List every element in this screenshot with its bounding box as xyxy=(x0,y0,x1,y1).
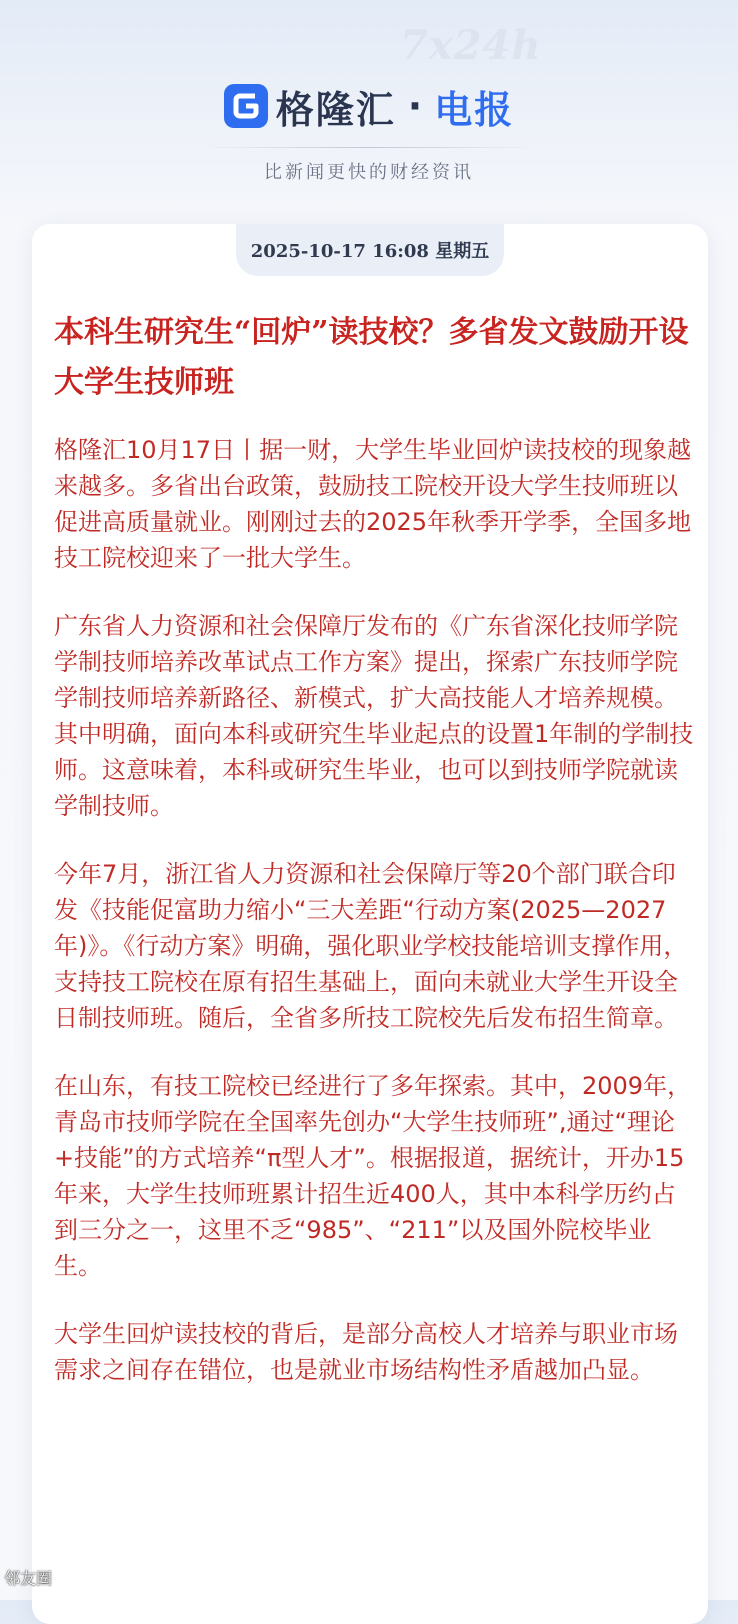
brand-header xyxy=(0,76,738,136)
article-paragraph: 广东省人力资源和社会保障厅发布的《广东省深化技师学院学制技师培养改革试点工作方案》提出，探索广东技师学院学制技师培养新路径、新模式，扩大高技能人才培养规模。其中明确，面向本科或研究生毕业起点的设置1年制的学制技师。这意味着，本科或研究生毕业，也可以到技师学院就读学制技师。 xyxy=(54,612,694,820)
corner-source-label: 邻友圈 xyxy=(4,1569,53,1588)
watermark-7x24h: 7x24h xyxy=(400,22,542,69)
article-paragraph: 大学生回炉读技校的背后，是部分高校人才培养与职业市场需求之间存在错位，也是就业市场结构性矛盾越加凸显。 xyxy=(54,1320,678,1384)
article-datetime: 2025-10-17 16:08 星期五 xyxy=(236,224,504,276)
brand-product: 电报 xyxy=(434,87,515,132)
brand-separator: · xyxy=(407,84,423,128)
article-headline: 本科生研究生“回炉”读技校？多省发文鼓励开设大学生技师班 xyxy=(54,315,689,400)
article-paragraph: 今年7月，浙江省人力资源和社会保障厅等20个部门联合印发《技能促富助力缩小“三大差距“行动方案(2025—2027年)》。《行动方案》明确，强化职业学校技能培训支撑作用，支持技工院校在原有招生基础上，面向未就业大学生开设全日制技师班。随后，全省多所技工院校先后发布招生简章。 xyxy=(54,860,688,1032)
article-paragraph: 格隆汇10月17日丨据一财，大学生毕业回炉读技校的现象越来越多。多省出台政策，鼓励技工院校开设大学生技师班以促进高质量就业。刚刚过去的2025年秋季开学季，全国多地技工院校迎来了一批大学生。 xyxy=(54,436,692,572)
glh-g-logo-icon xyxy=(224,84,268,128)
article-body xyxy=(54,432,694,1420)
article-paragraph: 在山东，有技工院校已经进行了多年探索。其中，2009年，青岛市技师学院在全国率先创办“大学生技师班”,通过“理论+技能”的方式培养“π型人才”。根据报道，据统计，开办15年来，大学生技师班累计招生近400人，其中本科学历约占到三分之一，这里不乏“985”、“211”以及国外院校毕业生。 xyxy=(54,1072,692,1280)
article-card xyxy=(32,224,708,1624)
header-divider xyxy=(200,147,538,148)
brand-name: 格隆汇 xyxy=(275,87,396,132)
slogan: 比新闻更快的财经资讯 xyxy=(264,162,474,183)
